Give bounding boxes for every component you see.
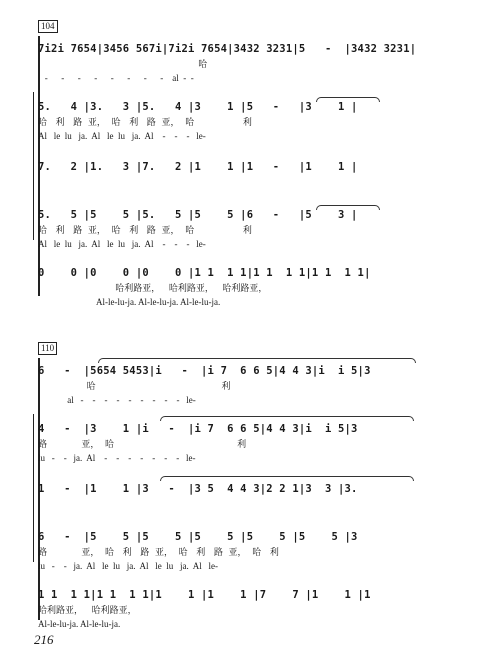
staff-soprano-solo xyxy=(38,42,462,98)
staff-soprano xyxy=(38,100,462,156)
notation-line: 6 - |5 5 |5 5 |5 5 |5 5 |5 5 |3 xyxy=(38,531,358,543)
notation-line: 5. 5 |5 5 |5. 5 |5 5 |6 - |5 3 | xyxy=(38,209,358,221)
slur-mark xyxy=(316,97,380,102)
page-number: 216 xyxy=(34,632,54,647)
lyric-chinese: 哈 利 路 亚， 哈 利 路 亚， 哈 利 xyxy=(38,226,252,236)
choir-bracket xyxy=(33,92,34,240)
staff-bass xyxy=(38,266,462,322)
lyric-english: Al-le-lu-ja. Al-le-lu-ja. Al-le-lu-ja. xyxy=(38,297,221,307)
lyric-chinese: 哈利路亚， 哈利路亚， 哈利路亚， xyxy=(38,284,268,294)
choir-bracket xyxy=(33,414,34,562)
lyric-english: Al le lu ja. Al le lu ja. Al - - - le- xyxy=(38,239,206,249)
notation-line: 1 1 1 1|1 1 1 1|1 1 |1 1 |7 7 |1 1 |1 xyxy=(38,589,371,601)
staff-tenor xyxy=(38,530,462,586)
notation-line: 5. 4 |3. 3 |5. 4 |3 1 |5 - |3 1 | xyxy=(38,101,358,113)
lyric-english: Al-le-lu-ja. Al-le-lu-ja. xyxy=(38,619,121,629)
staff-soprano xyxy=(38,422,462,478)
lyric-chinese: 哈 xyxy=(38,60,208,70)
notation-line: 1 - |1 1 |3 - |3 5 4 4 3|2 2 1|3 3 |3. xyxy=(38,483,358,495)
notation-line: 4 - |3 1 |i - |i 7 6 6 5|4 4 3|i i 5|3 xyxy=(38,423,358,435)
lyric-chinese: 哈 利 xyxy=(38,382,231,392)
notation-line: 0 0 |0 0 |0 0 |1 1 1 1|1 1 1 1|1 1 1 1| xyxy=(38,267,371,279)
lyric-english: al - - - - - - - - - le- xyxy=(38,395,196,405)
lyric-english: lu - - ja. Al - - - - - - - le- xyxy=(38,453,196,463)
lyric-chinese: 哈 利 路 亚， 哈 利 路 亚， 哈 利 xyxy=(38,118,252,128)
measure-number-110: 110 xyxy=(38,342,57,355)
slur-mark xyxy=(98,358,416,363)
measure-number-104: 104 xyxy=(38,20,58,33)
staff-bass xyxy=(38,588,462,644)
lyric-english: - - - - - - - - al - - xyxy=(38,73,194,83)
lyric-chinese: 哈利路亚， 哈利路亚， xyxy=(38,606,137,616)
lyric-english: lu - - ja. Al le lu ja. Al le lu ja. Al le- xyxy=(38,561,218,571)
lyric-chinese: 路 亚， 哈 利 xyxy=(38,440,247,450)
lyric-chinese: 路 亚， 哈 利 路 亚， 哈 利 路 亚， 哈 利 xyxy=(38,548,279,558)
notation-line: 6 - |5654 5453|i - |i 7 6 6 5|4 4 3|i i 5|3 xyxy=(38,365,371,377)
lyric-english: Al le lu ja. Al le lu ja. Al - - - le- xyxy=(38,131,206,141)
slur-mark xyxy=(160,476,414,481)
staff-soprano-solo xyxy=(38,364,462,420)
notation-line: 7i2i 7654|3456 567i|7i2i 7654|3432 3231|5 - |3432 3231| xyxy=(38,43,417,55)
notation-line: 7. 2 |1. 3 |7. 2 |1 1 |1 - |1 1 | xyxy=(38,161,358,173)
staff-tenor xyxy=(38,208,462,264)
slur-mark xyxy=(160,416,414,421)
slur-mark xyxy=(316,205,380,210)
